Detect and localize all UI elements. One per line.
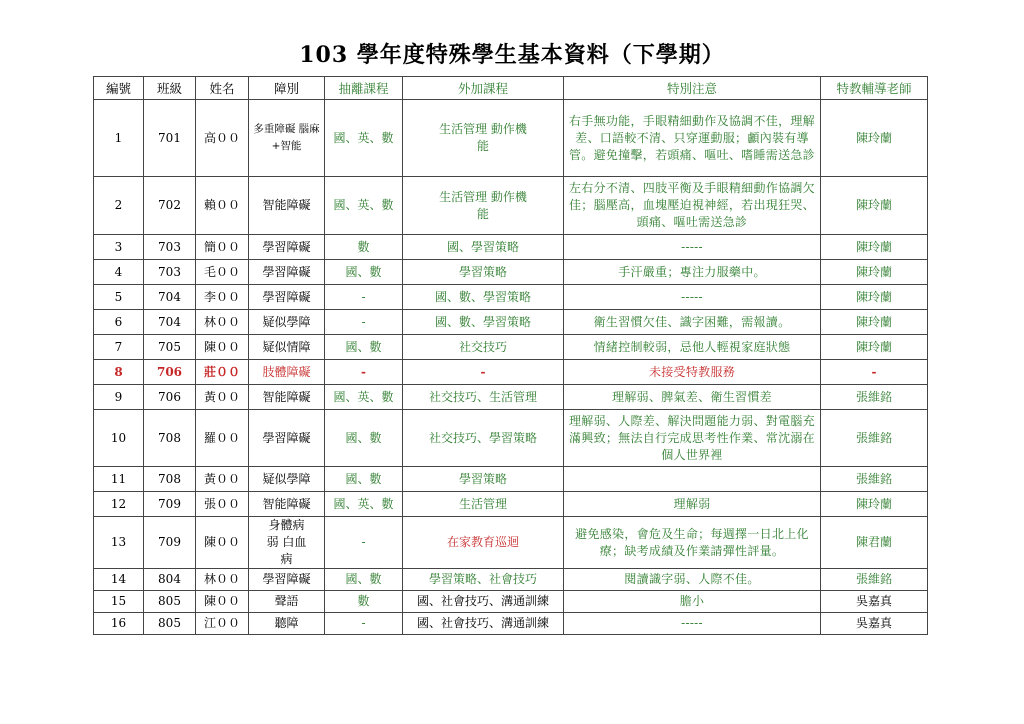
header-name: 姓名	[196, 77, 249, 100]
header-disability: 障別	[249, 77, 325, 100]
table-row	[94, 100, 928, 177]
cell-notes: -----	[564, 613, 821, 635]
cell-extra: 在家教育巡迴	[403, 517, 564, 569]
cell-teacher: 陳玲蘭	[821, 100, 928, 177]
cell-notes: 膽小	[564, 591, 821, 613]
table-row	[94, 335, 928, 360]
table-row	[94, 517, 928, 569]
cell-teacher: 陳玲蘭	[821, 492, 928, 517]
cell-no: 7	[94, 335, 144, 360]
cell-notes: -----	[564, 235, 821, 260]
cell-no: 16	[94, 613, 144, 635]
cell-notes: 理解弱、脾氣差、衛生習慣差	[564, 385, 821, 410]
cell-pullout: 國、英、數	[325, 177, 403, 235]
cell-class: 706	[144, 360, 196, 385]
cell-disability: 肢體障礙	[249, 360, 325, 385]
table-row	[94, 492, 928, 517]
cell-class: 708	[144, 410, 196, 467]
cell-extra: 學習策略	[403, 260, 564, 285]
cell-notes: 理解弱	[564, 492, 821, 517]
table-row	[94, 467, 928, 492]
cell-name: 賴００	[196, 177, 249, 235]
cell-notes: 衛生習慣欠佳、識字困難，需報讀。	[564, 310, 821, 335]
table-row	[94, 569, 928, 591]
cell-no: 10	[94, 410, 144, 467]
cell-name: 陳００	[196, 335, 249, 360]
cell-disability: 疑似學障	[249, 467, 325, 492]
cell-disability: 學習障礙	[249, 569, 325, 591]
cell-extra: 生活管理 動作機能	[403, 177, 564, 235]
cell-disability: 智能障礙	[249, 492, 325, 517]
cell-name: 高００	[196, 100, 249, 177]
header-class: 班級	[144, 77, 196, 100]
cell-no: 1	[94, 100, 144, 177]
table-row-highlighted	[94, 360, 928, 385]
header-no: 編號	[94, 77, 144, 100]
cell-teacher: 張維銘	[821, 569, 928, 591]
cell-class: 706	[144, 385, 196, 410]
cell-class: 709	[144, 517, 196, 569]
cell-teacher: 張維銘	[821, 385, 928, 410]
cell-teacher: 陳君蘭	[821, 517, 928, 569]
cell-notes: 情緒控制較弱，忌他人輕視家庭狀態	[564, 335, 821, 360]
cell-no: 13	[94, 517, 144, 569]
cell-disability: 身體病弱 白血病	[249, 517, 325, 569]
cell-pullout: 數	[325, 591, 403, 613]
cell-no: 6	[94, 310, 144, 335]
cell-no: 2	[94, 177, 144, 235]
cell-notes: 未接受特教服務	[564, 360, 821, 385]
cell-name: 張００	[196, 492, 249, 517]
cell-notes: 左右分不清、四肢平衡及手眼精細動作協調欠佳；腦壓高，血塊壓迫視神經，若出現狂哭、頭痛、嘔吐需送急診	[564, 177, 821, 235]
cell-class: 704	[144, 285, 196, 310]
cell-disability: 聽障	[249, 613, 325, 635]
cell-pullout: 國、數	[325, 569, 403, 591]
cell-disability: 學習障礙	[249, 285, 325, 310]
cell-teacher: 吳嘉真	[821, 613, 928, 635]
cell-class: 804	[144, 569, 196, 591]
cell-teacher: 吳嘉真	[821, 591, 928, 613]
cell-name: 李００	[196, 285, 249, 310]
cell-pullout: 國、英、數	[325, 492, 403, 517]
cell-no: 5	[94, 285, 144, 310]
cell-disability: 多重障礙 腦麻+智能	[249, 100, 325, 177]
cell-extra: 學習策略	[403, 467, 564, 492]
cell-extra: 社交技巧	[403, 335, 564, 360]
cell-teacher: 陳玲蘭	[821, 260, 928, 285]
document-title: 103 學年度特殊學生基本資料（下學期）	[299, 42, 725, 68]
cell-extra: 國、社會技巧、溝通訓練	[403, 591, 564, 613]
table-row	[94, 177, 928, 235]
cell-pullout: -	[325, 310, 403, 335]
cell-name: 林００	[196, 310, 249, 335]
cell-pullout: 國、數	[325, 410, 403, 467]
cell-notes	[564, 467, 821, 492]
cell-extra: 國、社會技巧、溝通訓練	[403, 613, 564, 635]
table-row	[94, 310, 928, 335]
cell-name: 黃００	[196, 385, 249, 410]
cell-pullout: -	[325, 360, 403, 385]
cell-class: 709	[144, 492, 196, 517]
cell-extra: 學習策略、社會技巧	[403, 569, 564, 591]
header-notes: 特別注意	[564, 77, 821, 100]
cell-class: 805	[144, 591, 196, 613]
cell-notes: 閱讀識字弱、人際不佳。	[564, 569, 821, 591]
cell-class: 701	[144, 100, 196, 177]
cell-name: 莊００	[196, 360, 249, 385]
cell-class: 702	[144, 177, 196, 235]
cell-extra: 社交技巧、學習策略	[403, 410, 564, 467]
cell-pullout: -	[325, 517, 403, 569]
table-row	[94, 285, 928, 310]
cell-extra: 生活管理	[403, 492, 564, 517]
header-extra: 外加課程	[403, 77, 564, 100]
cell-disability: 疑似情障	[249, 335, 325, 360]
cell-no: 12	[94, 492, 144, 517]
cell-name: 黃００	[196, 467, 249, 492]
cell-pullout: 國、英、數	[325, 100, 403, 177]
cell-pullout: 國、數	[325, 467, 403, 492]
cell-name: 江００	[196, 613, 249, 635]
cell-no: 14	[94, 569, 144, 591]
cell-pullout: 國、數	[325, 335, 403, 360]
cell-extra: 國、數、學習策略	[403, 285, 564, 310]
cell-notes: 理解弱、人際差、解決問題能力弱、對電腦充滿興致；無法自行完成思考性作業、常沈溺在個人世界裡	[564, 410, 821, 467]
cell-disability: 學習障礙	[249, 260, 325, 285]
cell-extra: 國、學習策略	[403, 235, 564, 260]
cell-name: 陳００	[196, 591, 249, 613]
cell-pullout: 國、數	[325, 260, 403, 285]
cell-name: 羅００	[196, 410, 249, 467]
cell-teacher: 陳玲蘭	[821, 285, 928, 310]
cell-extra: 生活管理 動作機能	[403, 100, 564, 177]
cell-name: 簡００	[196, 235, 249, 260]
cell-teacher: 張維銘	[821, 410, 928, 467]
table-header-row	[94, 77, 928, 100]
cell-class: 805	[144, 613, 196, 635]
header-pullout: 抽離課程	[325, 77, 403, 100]
cell-teacher: 陳玲蘭	[821, 310, 928, 335]
cell-class: 704	[144, 310, 196, 335]
cell-no: 15	[94, 591, 144, 613]
cell-pullout: -	[325, 613, 403, 635]
cell-class: 703	[144, 260, 196, 285]
cell-class: 705	[144, 335, 196, 360]
cell-name: 陳００	[196, 517, 249, 569]
cell-name: 毛００	[196, 260, 249, 285]
cell-class: 708	[144, 467, 196, 492]
table-row	[94, 260, 928, 285]
cell-disability: 智能障礙	[249, 177, 325, 235]
student-table	[93, 76, 928, 635]
cell-no: 9	[94, 385, 144, 410]
table-row	[94, 591, 928, 613]
table-row	[94, 613, 928, 635]
cell-disability: 學習障礙	[249, 235, 325, 260]
cell-extra: 國、數、學習策略	[403, 310, 564, 335]
cell-extra: 社交技巧、生活管理	[403, 385, 564, 410]
table-row	[94, 410, 928, 467]
cell-pullout: 數	[325, 235, 403, 260]
cell-name: 林００	[196, 569, 249, 591]
cell-disability: 學習障礙	[249, 410, 325, 467]
cell-disability: 疑似學障	[249, 310, 325, 335]
header-teacher: 特教輔導老師	[821, 77, 928, 100]
cell-teacher: 張維銘	[821, 467, 928, 492]
cell-no: 11	[94, 467, 144, 492]
cell-disability: 智能障礙	[249, 385, 325, 410]
cell-teacher: 陳玲蘭	[821, 335, 928, 360]
cell-pullout: -	[325, 285, 403, 310]
cell-no: 8	[94, 360, 144, 385]
cell-teacher: 陳玲蘭	[821, 177, 928, 235]
cell-teacher: -	[821, 360, 928, 385]
cell-class: 703	[144, 235, 196, 260]
table-row	[94, 235, 928, 260]
cell-notes: 避免感染，會危及生命；每週擇一日北上化療；缺考成績及作業請彈性評量。	[564, 517, 821, 569]
cell-notes: 右手無功能，手眼精細動作及協調不佳，理解差、口語較不清、只穿運動服；顱內裝有導管。避免撞擊，若頭痛、嘔吐、嗜睡需送急診	[564, 100, 821, 177]
cell-disability: 聲語	[249, 591, 325, 613]
cell-no: 3	[94, 235, 144, 260]
cell-extra: -	[403, 360, 564, 385]
cell-pullout: 國、英、數	[325, 385, 403, 410]
cell-teacher: 陳玲蘭	[821, 235, 928, 260]
cell-notes: -----	[564, 285, 821, 310]
table-row	[94, 385, 928, 410]
cell-notes: 手汗嚴重；專注力服藥中。	[564, 260, 821, 285]
cell-no: 4	[94, 260, 144, 285]
